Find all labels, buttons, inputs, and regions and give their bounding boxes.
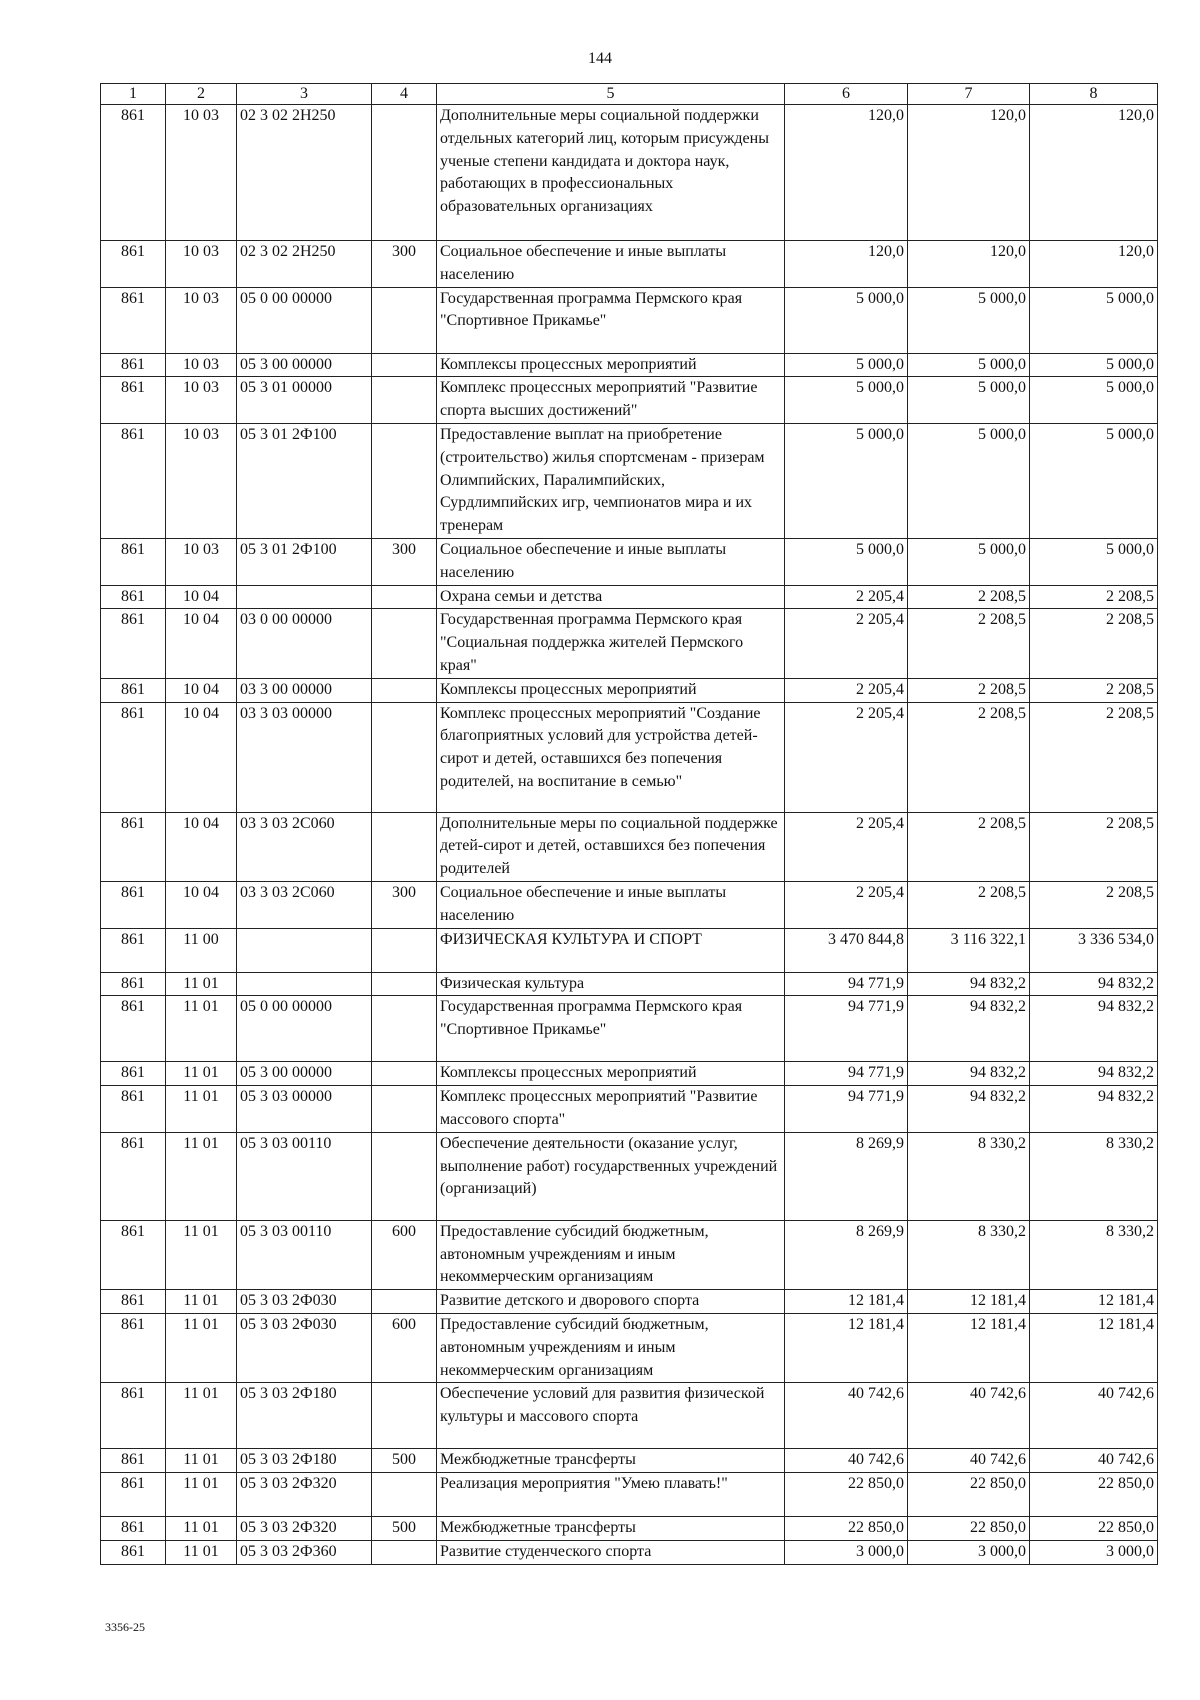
amount-year2-cell: 5 000,0 bbox=[908, 538, 1030, 585]
expense-type-cell: 500 bbox=[372, 1449, 437, 1473]
target-article-cell: 05 3 03 2Ф320 bbox=[237, 1517, 372, 1541]
section-code-cell: 10 04 bbox=[166, 585, 237, 609]
department-code-cell: 861 bbox=[101, 678, 166, 702]
amount-year2-cell: 120,0 bbox=[908, 105, 1030, 241]
item-name-cell: Социальное обеспечение и иные выплаты населению bbox=[437, 241, 785, 288]
item-name-cell: Физическая культура bbox=[437, 972, 785, 996]
section-code-cell: 11 01 bbox=[166, 1086, 237, 1133]
expense-type-cell bbox=[372, 972, 437, 996]
table-row bbox=[101, 1473, 1158, 1517]
section-code-cell: 10 03 bbox=[166, 423, 237, 538]
target-article-cell: 05 3 01 00000 bbox=[237, 377, 372, 424]
table-row bbox=[101, 996, 1158, 1062]
section-code-cell: 11 01 bbox=[166, 1449, 237, 1473]
target-article-cell: 05 3 03 2Ф320 bbox=[237, 1473, 372, 1517]
target-article-cell: 05 3 00 00000 bbox=[237, 1062, 372, 1086]
amount-year1-cell: 5 000,0 bbox=[785, 377, 908, 424]
amount-year3-cell: 2 208,5 bbox=[1030, 702, 1158, 812]
expense-type-cell bbox=[372, 1062, 437, 1086]
section-code-cell: 10 04 bbox=[166, 609, 237, 678]
item-name-cell: Комплексы процессных мероприятий bbox=[437, 1062, 785, 1086]
department-code-cell: 861 bbox=[101, 585, 166, 609]
expense-type-cell bbox=[372, 423, 437, 538]
amount-year2-cell: 2 208,5 bbox=[908, 881, 1030, 928]
section-code-cell: 10 04 bbox=[166, 702, 237, 812]
amount-year3-cell: 2 208,5 bbox=[1030, 609, 1158, 678]
amount-year3-cell: 12 181,4 bbox=[1030, 1290, 1158, 1314]
department-code-cell: 861 bbox=[101, 1290, 166, 1314]
amount-year3-cell: 22 850,0 bbox=[1030, 1517, 1158, 1541]
amount-year1-cell: 8 269,9 bbox=[785, 1132, 908, 1220]
item-name-cell: Комплекс процессных мероприятий "Развитие спорта высших достижений" bbox=[437, 377, 785, 424]
amount-year2-cell: 3 116 322,1 bbox=[908, 928, 1030, 972]
expense-type-cell bbox=[372, 812, 437, 881]
expense-type-cell bbox=[372, 1290, 437, 1314]
amount-year3-cell: 12 181,4 bbox=[1030, 1313, 1158, 1382]
department-code-cell: 861 bbox=[101, 1132, 166, 1220]
amount-year3-cell: 94 832,2 bbox=[1030, 1086, 1158, 1133]
amount-year2-cell: 8 330,2 bbox=[908, 1132, 1030, 1220]
section-code-cell: 10 04 bbox=[166, 678, 237, 702]
amount-year1-cell: 22 850,0 bbox=[785, 1517, 908, 1541]
amount-year2-cell: 40 742,6 bbox=[908, 1449, 1030, 1473]
amount-year1-cell: 22 850,0 bbox=[785, 1473, 908, 1517]
amount-year2-cell: 5 000,0 bbox=[908, 353, 1030, 377]
expense-type-cell bbox=[372, 377, 437, 424]
amount-year1-cell: 120,0 bbox=[785, 241, 908, 288]
amount-year1-cell: 3 000,0 bbox=[785, 1540, 908, 1564]
target-article-cell: 05 3 03 2Ф180 bbox=[237, 1383, 372, 1449]
expense-type-cell: 600 bbox=[372, 1220, 437, 1289]
amount-year3-cell: 3 000,0 bbox=[1030, 1540, 1158, 1564]
table-row bbox=[101, 1062, 1158, 1086]
department-code-cell: 861 bbox=[101, 1220, 166, 1289]
target-article-cell: 05 3 03 00110 bbox=[237, 1220, 372, 1289]
department-code-cell: 861 bbox=[101, 241, 166, 288]
department-code-cell: 861 bbox=[101, 609, 166, 678]
amount-year2-cell: 8 330,2 bbox=[908, 1220, 1030, 1289]
amount-year2-cell: 5 000,0 bbox=[908, 287, 1030, 353]
item-name-cell: Обеспечение условий для развития физической культуры и массового спорта bbox=[437, 1383, 785, 1449]
amount-year3-cell: 22 850,0 bbox=[1030, 1473, 1158, 1517]
target-article-cell: 02 3 02 2Н250 bbox=[237, 105, 372, 241]
amount-year2-cell: 12 181,4 bbox=[908, 1313, 1030, 1382]
target-article-cell: 03 3 00 00000 bbox=[237, 678, 372, 702]
target-article-cell: 05 3 01 2Ф100 bbox=[237, 423, 372, 538]
column-header: 2 bbox=[166, 84, 237, 105]
amount-year1-cell: 94 771,9 bbox=[785, 996, 908, 1062]
expense-type-cell bbox=[372, 1383, 437, 1449]
amount-year3-cell: 40 742,6 bbox=[1030, 1449, 1158, 1473]
department-code-cell: 861 bbox=[101, 1086, 166, 1133]
expense-type-cell bbox=[372, 928, 437, 972]
amount-year2-cell: 3 000,0 bbox=[908, 1540, 1030, 1564]
amount-year1-cell: 3 470 844,8 bbox=[785, 928, 908, 972]
item-name-cell: ФИЗИЧЕСКАЯ КУЛЬТУРА И СПОРТ bbox=[437, 928, 785, 972]
department-code-cell: 861 bbox=[101, 1517, 166, 1541]
target-article-cell: 05 3 03 2Ф180 bbox=[237, 1449, 372, 1473]
item-name-cell: Дополнительные меры по социальной поддержке детей-сирот и детей, оставшихся без попечения родителей bbox=[437, 812, 785, 881]
table-row bbox=[101, 702, 1158, 812]
amount-year2-cell: 2 208,5 bbox=[908, 812, 1030, 881]
amount-year1-cell: 12 181,4 bbox=[785, 1290, 908, 1314]
amount-year1-cell: 2 205,4 bbox=[785, 881, 908, 928]
amount-year3-cell: 94 832,2 bbox=[1030, 972, 1158, 996]
amount-year3-cell: 8 330,2 bbox=[1030, 1220, 1158, 1289]
expense-type-cell bbox=[372, 609, 437, 678]
table-row bbox=[101, 609, 1158, 678]
department-code-cell: 861 bbox=[101, 702, 166, 812]
section-code-cell: 11 01 bbox=[166, 1383, 237, 1449]
item-name-cell: Межбюджетные трансферты bbox=[437, 1517, 785, 1541]
section-code-cell: 10 03 bbox=[166, 353, 237, 377]
amount-year3-cell: 2 208,5 bbox=[1030, 881, 1158, 928]
amount-year1-cell: 8 269,9 bbox=[785, 1220, 908, 1289]
item-name-cell: Реализация мероприятия "Умею плавать!" bbox=[437, 1473, 785, 1517]
amount-year1-cell: 5 000,0 bbox=[785, 353, 908, 377]
section-code-cell: 11 01 bbox=[166, 1313, 237, 1382]
section-code-cell: 11 01 bbox=[166, 1517, 237, 1541]
target-article-cell: 03 3 03 00000 bbox=[237, 702, 372, 812]
expense-type-cell bbox=[372, 1473, 437, 1517]
expense-type-cell: 500 bbox=[372, 1517, 437, 1541]
amount-year2-cell: 120,0 bbox=[908, 241, 1030, 288]
amount-year3-cell: 5 000,0 bbox=[1030, 353, 1158, 377]
table-row bbox=[101, 1313, 1158, 1382]
amount-year1-cell: 5 000,0 bbox=[785, 287, 908, 353]
table-row bbox=[101, 585, 1158, 609]
table-row bbox=[101, 1132, 1158, 1220]
expense-type-cell bbox=[372, 702, 437, 812]
target-article-cell: 03 3 03 2С060 bbox=[237, 881, 372, 928]
budget-table bbox=[100, 83, 1158, 1565]
table-row bbox=[101, 287, 1158, 353]
section-code-cell: 11 01 bbox=[166, 996, 237, 1062]
item-name-cell: Дополнительные меры социальной поддержки отдельных категорий лиц, которым присуждены ученые степени кандидата и доктора наук, работающих в профессиональных образовательных организациях bbox=[437, 105, 785, 241]
item-name-cell: Комплексы процессных мероприятий bbox=[437, 678, 785, 702]
section-code-cell: 10 04 bbox=[166, 812, 237, 881]
department-code-cell: 861 bbox=[101, 105, 166, 241]
department-code-cell: 861 bbox=[101, 881, 166, 928]
department-code-cell: 861 bbox=[101, 812, 166, 881]
item-name-cell: Развитие детского и дворового спорта bbox=[437, 1290, 785, 1314]
target-article-cell: 05 3 01 2Ф100 bbox=[237, 538, 372, 585]
amount-year3-cell: 5 000,0 bbox=[1030, 287, 1158, 353]
section-code-cell: 10 03 bbox=[166, 105, 237, 241]
amount-year1-cell: 2 205,4 bbox=[785, 812, 908, 881]
section-code-cell: 10 03 bbox=[166, 377, 237, 424]
department-code-cell: 861 bbox=[101, 423, 166, 538]
table-row bbox=[101, 377, 1158, 424]
amount-year2-cell: 94 832,2 bbox=[908, 972, 1030, 996]
table-row bbox=[101, 1517, 1158, 1541]
section-code-cell: 10 03 bbox=[166, 538, 237, 585]
item-name-cell: Межбюджетные трансферты bbox=[437, 1449, 785, 1473]
table-row bbox=[101, 423, 1158, 538]
amount-year1-cell: 40 742,6 bbox=[785, 1449, 908, 1473]
section-code-cell: 10 03 bbox=[166, 241, 237, 288]
amount-year3-cell: 2 208,5 bbox=[1030, 812, 1158, 881]
target-article-cell bbox=[237, 928, 372, 972]
item-name-cell: Охрана семьи и детства bbox=[437, 585, 785, 609]
amount-year2-cell: 22 850,0 bbox=[908, 1473, 1030, 1517]
expense-type-cell bbox=[372, 1132, 437, 1220]
target-article-cell: 05 3 03 00110 bbox=[237, 1132, 372, 1220]
amount-year2-cell: 12 181,4 bbox=[908, 1290, 1030, 1314]
table-row bbox=[101, 353, 1158, 377]
table-row bbox=[101, 1220, 1158, 1289]
amount-year1-cell: 2 205,4 bbox=[785, 702, 908, 812]
column-header: 4 bbox=[372, 84, 437, 105]
amount-year2-cell: 94 832,2 bbox=[908, 1086, 1030, 1133]
column-header: 1 bbox=[101, 84, 166, 105]
header-row bbox=[101, 84, 1158, 105]
department-code-cell: 861 bbox=[101, 1540, 166, 1564]
amount-year2-cell: 2 208,5 bbox=[908, 702, 1030, 812]
amount-year2-cell: 5 000,0 bbox=[908, 423, 1030, 538]
amount-year1-cell: 2 205,4 bbox=[785, 609, 908, 678]
department-code-cell: 861 bbox=[101, 972, 166, 996]
amount-year3-cell: 40 742,6 bbox=[1030, 1383, 1158, 1449]
amount-year1-cell: 5 000,0 bbox=[785, 423, 908, 538]
target-article-cell: 03 0 00 00000 bbox=[237, 609, 372, 678]
department-code-cell: 861 bbox=[101, 1473, 166, 1517]
target-article-cell: 03 3 03 2С060 bbox=[237, 812, 372, 881]
amount-year2-cell: 2 208,5 bbox=[908, 678, 1030, 702]
section-code-cell: 11 01 bbox=[166, 972, 237, 996]
item-name-cell: Предоставление субсидий бюджетным, автономным учреждениям и иным некоммерческим организациям bbox=[437, 1313, 785, 1382]
amount-year3-cell: 3 336 534,0 bbox=[1030, 928, 1158, 972]
expense-type-cell bbox=[372, 678, 437, 702]
amount-year3-cell: 2 208,5 bbox=[1030, 585, 1158, 609]
column-header: 7 bbox=[908, 84, 1030, 105]
item-name-cell: Государственная программа Пермского края "Спортивное Прикамье" bbox=[437, 996, 785, 1062]
amount-year1-cell: 40 742,6 bbox=[785, 1383, 908, 1449]
expense-type-cell bbox=[372, 287, 437, 353]
amount-year3-cell: 120,0 bbox=[1030, 241, 1158, 288]
target-article-cell: 05 0 00 00000 bbox=[237, 996, 372, 1062]
amount-year1-cell: 120,0 bbox=[785, 105, 908, 241]
department-code-cell: 861 bbox=[101, 353, 166, 377]
amount-year1-cell: 94 771,9 bbox=[785, 1086, 908, 1133]
table-row bbox=[101, 928, 1158, 972]
target-article-cell: 02 3 02 2Н250 bbox=[237, 241, 372, 288]
table-row bbox=[101, 538, 1158, 585]
department-code-cell: 861 bbox=[101, 1449, 166, 1473]
item-name-cell: Социальное обеспечение и иные выплаты населению bbox=[437, 881, 785, 928]
item-name-cell: Предоставление выплат на приобретение (строительство) жилья спортсменам - призерам Олимпийских, Паралимпийских, Сурдлимпийских игр, чемпионатов мира и их тренерам bbox=[437, 423, 785, 538]
amount-year3-cell: 5 000,0 bbox=[1030, 538, 1158, 585]
expense-type-cell bbox=[372, 105, 437, 241]
amount-year2-cell: 40 742,6 bbox=[908, 1383, 1030, 1449]
item-name-cell: Социальное обеспечение и иные выплаты населению bbox=[437, 538, 785, 585]
target-article-cell bbox=[237, 585, 372, 609]
expense-type-cell bbox=[372, 996, 437, 1062]
amount-year2-cell: 2 208,5 bbox=[908, 609, 1030, 678]
footer-code: 3356-25 bbox=[105, 1620, 145, 1634]
column-header: 3 bbox=[237, 84, 372, 105]
target-article-cell: 05 3 03 00000 bbox=[237, 1086, 372, 1133]
target-article-cell: 05 3 03 2Ф030 bbox=[237, 1290, 372, 1314]
expense-type-cell bbox=[372, 1540, 437, 1564]
expense-type-cell bbox=[372, 1086, 437, 1133]
amount-year3-cell: 5 000,0 bbox=[1030, 423, 1158, 538]
amount-year1-cell: 2 205,4 bbox=[785, 678, 908, 702]
amount-year2-cell: 94 832,2 bbox=[908, 996, 1030, 1062]
section-code-cell: 11 01 bbox=[166, 1473, 237, 1517]
department-code-cell: 861 bbox=[101, 1383, 166, 1449]
table-row bbox=[101, 1290, 1158, 1314]
table-row bbox=[101, 1449, 1158, 1473]
table-row bbox=[101, 105, 1158, 241]
table-row bbox=[101, 1383, 1158, 1449]
page-number: 144 bbox=[588, 50, 612, 67]
amount-year3-cell: 5 000,0 bbox=[1030, 377, 1158, 424]
amount-year2-cell: 94 832,2 bbox=[908, 1062, 1030, 1086]
amount-year3-cell: 2 208,5 bbox=[1030, 678, 1158, 702]
item-name-cell: Государственная программа Пермского края "Спортивное Прикамье" bbox=[437, 287, 785, 353]
expense-type-cell: 300 bbox=[372, 241, 437, 288]
amount-year3-cell: 94 832,2 bbox=[1030, 996, 1158, 1062]
amount-year1-cell: 94 771,9 bbox=[785, 1062, 908, 1086]
department-code-cell: 861 bbox=[101, 1313, 166, 1382]
item-name-cell: Предоставление субсидий бюджетным, автономным учреждениям и иным некоммерческим организациям bbox=[437, 1220, 785, 1289]
amount-year3-cell: 94 832,2 bbox=[1030, 1062, 1158, 1086]
table-row bbox=[101, 678, 1158, 702]
item-name-cell: Обеспечение деятельности (оказание услуг, выполнение работ) государственных учреждений (организаций) bbox=[437, 1132, 785, 1220]
amount-year1-cell: 12 181,4 bbox=[785, 1313, 908, 1382]
amount-year2-cell: 2 208,5 bbox=[908, 585, 1030, 609]
column-header: 8 bbox=[1030, 84, 1158, 105]
item-name-cell: Комплексы процессных мероприятий bbox=[437, 353, 785, 377]
target-article-cell bbox=[237, 972, 372, 996]
expense-type-cell: 300 bbox=[372, 538, 437, 585]
target-article-cell: 05 3 00 00000 bbox=[237, 353, 372, 377]
expense-type-cell bbox=[372, 353, 437, 377]
department-code-cell: 861 bbox=[101, 928, 166, 972]
amount-year3-cell: 120,0 bbox=[1030, 105, 1158, 241]
department-code-cell: 861 bbox=[101, 996, 166, 1062]
amount-year1-cell: 5 000,0 bbox=[785, 538, 908, 585]
section-code-cell: 11 01 bbox=[166, 1290, 237, 1314]
amount-year1-cell: 2 205,4 bbox=[785, 585, 908, 609]
section-code-cell: 11 01 bbox=[166, 1062, 237, 1086]
expense-type-cell: 300 bbox=[372, 881, 437, 928]
amount-year2-cell: 5 000,0 bbox=[908, 377, 1030, 424]
table-row bbox=[101, 1540, 1158, 1564]
section-code-cell: 11 01 bbox=[166, 1132, 237, 1220]
department-code-cell: 861 bbox=[101, 1062, 166, 1086]
item-name-cell: Развитие студенческого спорта bbox=[437, 1540, 785, 1564]
item-name-cell: Комплекс процессных мероприятий "Развитие массового спорта" bbox=[437, 1086, 785, 1133]
section-code-cell: 11 01 bbox=[166, 1220, 237, 1289]
section-code-cell: 11 01 bbox=[166, 1540, 237, 1564]
department-code-cell: 861 bbox=[101, 538, 166, 585]
section-code-cell: 10 04 bbox=[166, 881, 237, 928]
table-row bbox=[101, 241, 1158, 288]
column-header: 6 bbox=[785, 84, 908, 105]
department-code-cell: 861 bbox=[101, 377, 166, 424]
table-row bbox=[101, 1086, 1158, 1133]
item-name-cell: Комплекс процессных мероприятий "Создание благоприятных условий для устройства детей-сирот и детей, оставшихся без попечения родителей, на воспитание в семью" bbox=[437, 702, 785, 812]
section-code-cell: 11 00 bbox=[166, 928, 237, 972]
amount-year3-cell: 8 330,2 bbox=[1030, 1132, 1158, 1220]
amount-year1-cell: 94 771,9 bbox=[785, 972, 908, 996]
department-code-cell: 861 bbox=[101, 287, 166, 353]
item-name-cell: Государственная программа Пермского края "Социальная поддержка жителей Пермского края" bbox=[437, 609, 785, 678]
target-article-cell: 05 3 03 2Ф030 bbox=[237, 1313, 372, 1382]
expense-type-cell: 600 bbox=[372, 1313, 437, 1382]
target-article-cell: 05 3 03 2Ф360 bbox=[237, 1540, 372, 1564]
expense-type-cell bbox=[372, 585, 437, 609]
table-row bbox=[101, 812, 1158, 881]
column-header: 5 bbox=[437, 84, 785, 105]
section-code-cell: 10 03 bbox=[166, 287, 237, 353]
target-article-cell: 05 0 00 00000 bbox=[237, 287, 372, 353]
amount-year2-cell: 22 850,0 bbox=[908, 1517, 1030, 1541]
table-row bbox=[101, 881, 1158, 928]
table-row bbox=[101, 972, 1158, 996]
